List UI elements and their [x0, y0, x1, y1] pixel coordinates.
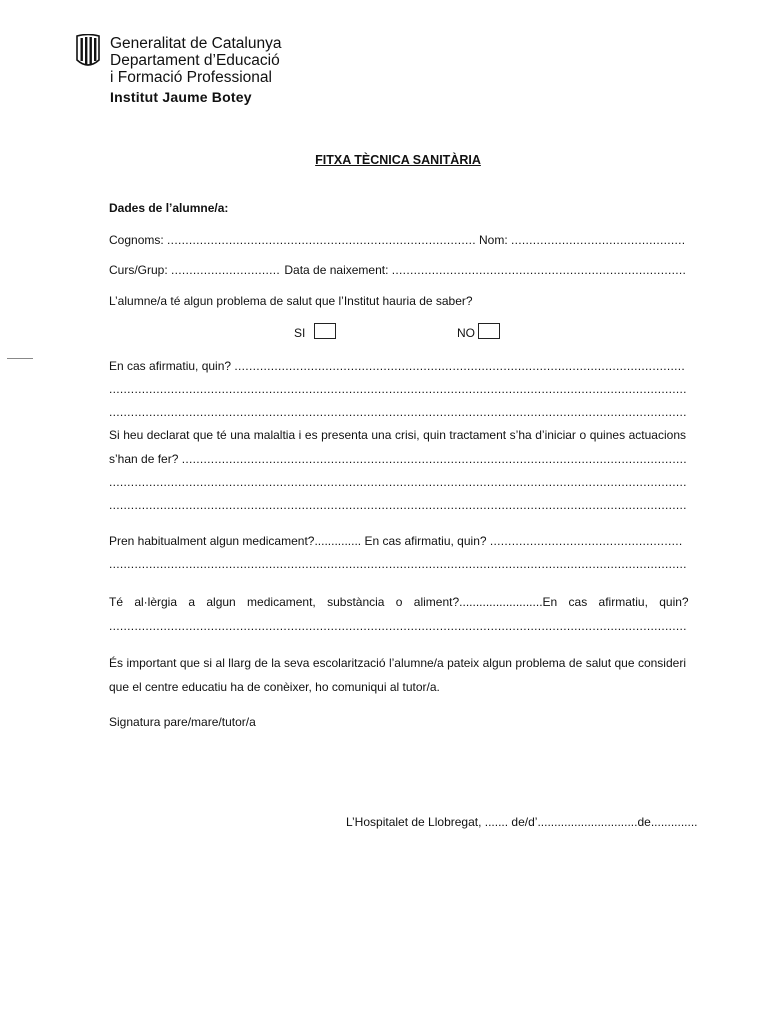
yes-option — [294, 323, 336, 340]
generalitat-logo-icon — [74, 34, 102, 68]
crisis-row — [109, 451, 686, 467]
no-option — [457, 323, 500, 340]
health-if-yes-label: En cas afirmatiu, quin? — [109, 359, 232, 373]
birth-label: Data de naixement: — [284, 263, 389, 277]
course-label: Curs/Grup: — [109, 263, 168, 277]
student-data-heading: Dades de l’alumne/a: — [109, 201, 229, 215]
birth-field[interactable] — [392, 262, 686, 278]
crisis-field[interactable] — [182, 451, 686, 467]
crisis-line-3[interactable] — [109, 497, 686, 513]
crisis-question-line-1: Si heu declarat que té una malaltia i es presenta una crisi, quin tractament s’ha d’iniciar o quines actuacions — [109, 428, 686, 442]
course-field[interactable] — [171, 262, 281, 278]
notice-line-2: que el centre educatiu ha de conèixer, ho comuniqui al tutor/a. — [109, 680, 440, 694]
org-line-1: Generalitat de Catalunya — [110, 35, 282, 52]
no-checkbox[interactable] — [478, 323, 500, 339]
school-name: Institut Jaume Botey — [110, 89, 252, 105]
course-birth-row — [109, 262, 686, 278]
health-question — [109, 293, 686, 309]
name-label: Nom: — [478, 233, 508, 247]
surnames-field[interactable] — [167, 232, 476, 248]
place-date-line[interactable]: L’Hospitalet de Llobregat, ....... de/d’..............................de.............. — [346, 815, 698, 829]
medication-row — [109, 533, 686, 549]
health-detail-line-2[interactable] — [109, 381, 686, 397]
margin-mark — [7, 358, 33, 359]
medication-field[interactable] — [490, 533, 683, 549]
no-label: NO — [457, 326, 475, 340]
crisis-line-2[interactable] — [109, 474, 686, 490]
notice-paragraph — [109, 651, 686, 699]
yes-checkbox[interactable] — [314, 323, 336, 339]
surnames-name-row — [109, 232, 686, 248]
health-question-text: L’alumne/a té algun problema de salut que l’Institut hauria de saber? — [109, 294, 473, 308]
crisis-question-line-2: s’han de fer? — [109, 452, 179, 466]
health-detail-row — [109, 358, 686, 374]
signature-row — [109, 714, 686, 730]
allergy-question: Té al·lèrgia a algun medicament, substància o aliment? — [109, 595, 460, 609]
health-detail-field[interactable] — [234, 358, 686, 374]
medication-line-2[interactable] — [109, 556, 686, 572]
medication-question: Pren habitualment algun medicament?.............. — [109, 534, 362, 548]
surnames-label: Cognoms: — [109, 233, 164, 247]
allergy-line-2[interactable] — [109, 618, 686, 634]
org-line-2: Departament d’Educació — [110, 52, 280, 69]
medication-if-yes-label: En cas afirmatiu, quin? — [364, 534, 487, 548]
health-detail-line-3[interactable] — [109, 404, 686, 420]
name-field[interactable] — [511, 232, 686, 248]
org-line-3: i Formació Professional — [110, 69, 272, 86]
document-title: FITXA TÈCNICA SANITÀRIA — [315, 153, 481, 167]
yes-label: SI — [294, 326, 306, 340]
allergy-if-yes-label: En cas afirmatiu, quin? — [542, 595, 689, 609]
notice-line-1: És important que si al llarg de la seva escolarització l’alumne/a pateix algun problema de salut que consideri — [109, 656, 686, 670]
signature-label: Signatura pare/mare/tutor/a — [109, 715, 256, 729]
allergy-blank[interactable]: ......................... — [459, 595, 543, 609]
organization-name — [110, 35, 281, 86]
allergy-row — [109, 594, 689, 610]
